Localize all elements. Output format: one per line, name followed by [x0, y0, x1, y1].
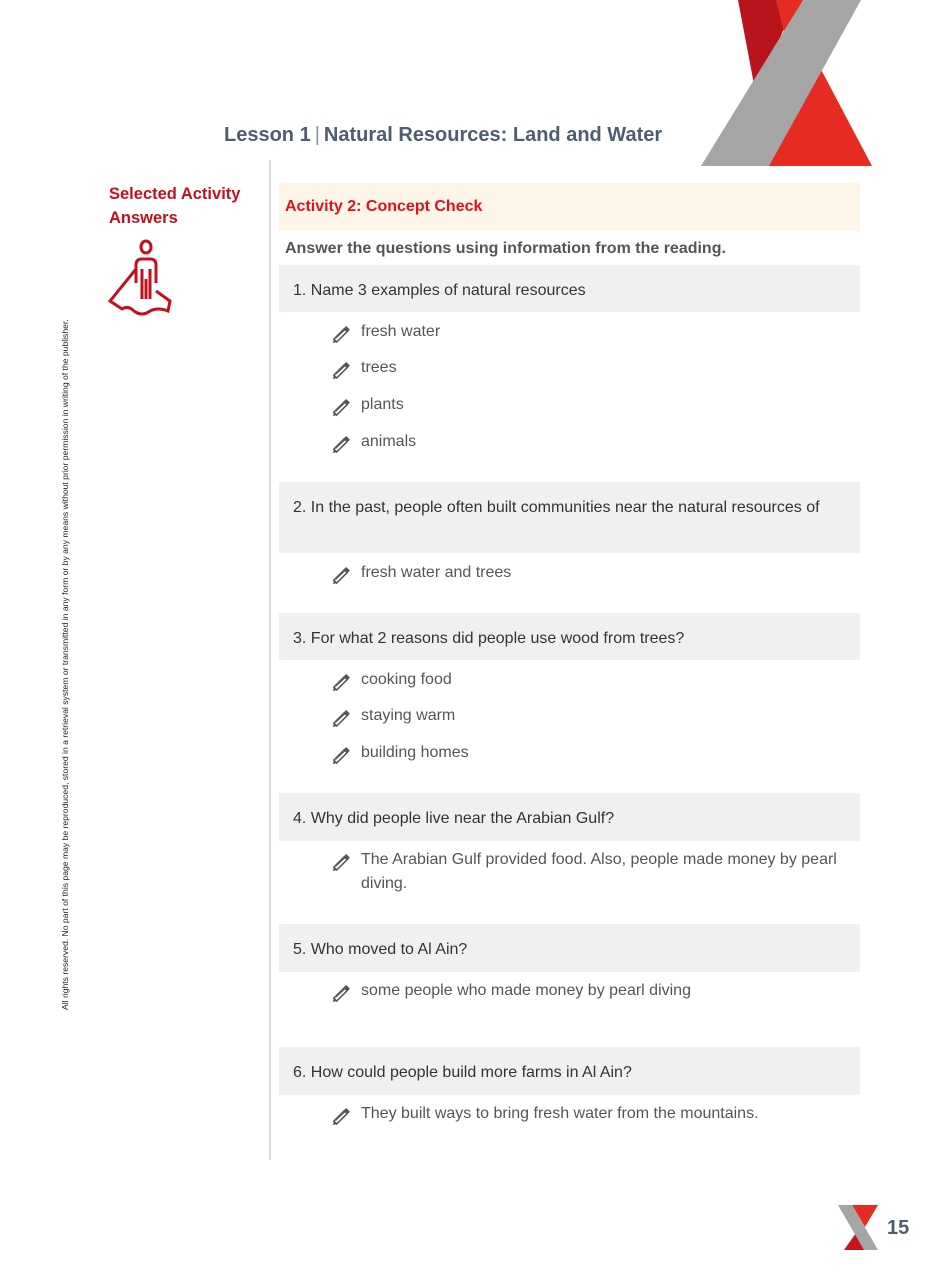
answer-text: plants [361, 396, 404, 413]
question-3: 3. For what 2 reasons did people use wood from trees? [279, 613, 860, 660]
activity-heading: Activity 2: Concept Check [285, 198, 483, 215]
pencil-icon [330, 671, 351, 692]
column-divider [269, 160, 271, 1160]
sidebar-title: Selected Activity Answers [109, 185, 241, 227]
answer [330, 668, 850, 692]
pencil-icon [330, 744, 351, 765]
footer-logo [838, 1205, 880, 1250]
answer [330, 561, 850, 585]
answer-text: cooking food [361, 671, 452, 688]
activity-header [279, 183, 860, 231]
brand-logo [696, 0, 876, 166]
pencil-icon [330, 1105, 351, 1126]
question-2: 2. In the past, people often built communities near the natural resources of [279, 482, 860, 553]
answer-text: staying warm [361, 707, 456, 724]
answer [330, 1102, 850, 1126]
answer-text: some people who made money by pearl diving [361, 982, 691, 999]
pencil-icon [330, 359, 351, 380]
answer [330, 430, 850, 454]
answer-text: fresh water [361, 323, 441, 340]
answer [330, 848, 850, 896]
answer [330, 356, 850, 380]
question-4: 4. Why did people live near the Arabian Gulf? [279, 793, 860, 841]
answer [330, 979, 850, 1003]
lesson-number: Lesson 1 [224, 124, 311, 146]
page-number: 15 [887, 1217, 910, 1239]
answer-text: animals [361, 433, 417, 450]
answer [330, 393, 850, 417]
answer-text: trees [361, 359, 397, 376]
answer-text: fresh water and trees [361, 564, 512, 581]
answer [330, 704, 850, 728]
copyright-notice: All rights reserved. No part of this page may be reproduced, stored in a retrieval system or transmitted in any form or by any means without prior permission in writing of the publisher. [60, 319, 70, 1010]
answer [330, 741, 850, 765]
activity-instructions: Answer the questions using information from the reading. [285, 240, 726, 257]
pencil-icon [330, 564, 351, 585]
person-standing-icon [108, 239, 172, 323]
pencil-icon [330, 982, 351, 1003]
pencil-icon [330, 851, 351, 872]
question-6: 6. How could people build more farms in Al Ain? [279, 1047, 860, 1095]
answer-text: The Arabian Gulf provided food. Also, people made money by pearl diving. [361, 851, 837, 892]
pencil-icon [330, 707, 351, 728]
page-title [224, 124, 662, 147]
answer-text: building homes [361, 744, 469, 761]
answer [330, 320, 850, 344]
lesson-title: Natural Resources: Land and Water [323, 124, 663, 146]
title-separator: | [314, 124, 320, 146]
question-5: 5. Who moved to Al Ain? [279, 924, 860, 972]
answer-text: They built ways to bring fresh water from the mountains. [361, 1105, 759, 1122]
pencil-icon [330, 323, 351, 344]
pencil-icon [330, 396, 351, 417]
pencil-icon [330, 433, 351, 454]
question-1: 1. Name 3 examples of natural resources [279, 265, 860, 312]
